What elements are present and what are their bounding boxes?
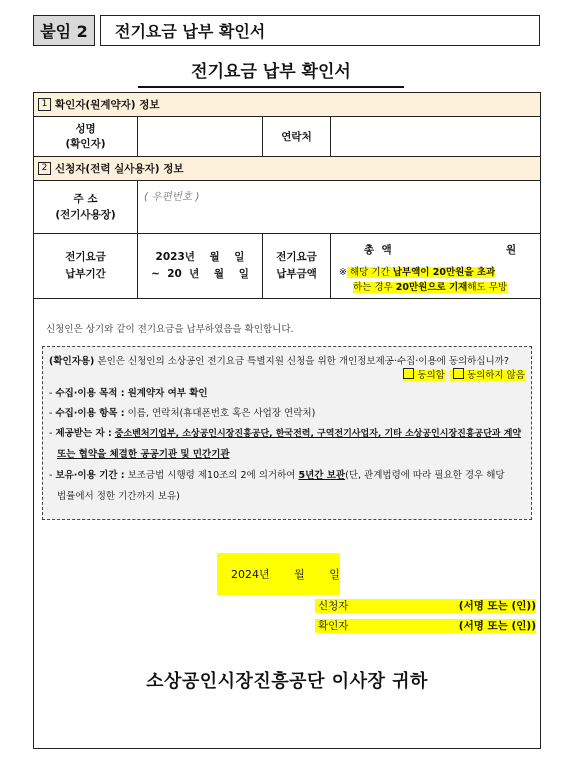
retention-value-a: 보조금법 시행령 제10조의 2에 의거하여 xyxy=(127,470,299,481)
consent-item-recipients: - 제공받는 자 : 중소벤처기업부, 소상공인시장진흥공단, 한국전력, 구역전기사업자, 기타 소상공인시장진흥공단과 계약 또는 협약을 체결한 공공기관 및 민간기관 xyxy=(49,427,527,462)
recipients-value: 중소벤처기업부, 소상공인시장진흥공단, 한국전력, 구역전기사업자, 기타 소상공인시장진흥공단과 계약 xyxy=(114,429,522,439)
document-title xyxy=(138,60,404,88)
recipients-label: 제공받는 자 : xyxy=(55,428,112,439)
contact-field[interactable] xyxy=(330,117,540,157)
period-label-2: 납부기간 xyxy=(65,268,106,280)
period-label-1: 전기요금 xyxy=(65,251,106,263)
applicant-label: 신청자 xyxy=(318,600,349,612)
header-title: 전기요금 납부 확인서 xyxy=(115,22,266,41)
note-part5: 해도 무방 xyxy=(467,282,508,293)
total-label: 총 액 xyxy=(364,244,392,256)
addressee xyxy=(34,667,540,693)
agree-label: 동의함 xyxy=(417,370,445,381)
period-start: 2023년 월 일 xyxy=(155,251,245,263)
confirmer-sign-note: (서명 또는 (인)) xyxy=(458,620,536,632)
section2-label: 신청자(전력 실사용자) 정보 xyxy=(55,163,184,175)
document-title-text: 전기요금 납부 확인서 xyxy=(191,62,351,82)
section1-label: 확인자(원계약자) 정보 xyxy=(55,99,160,111)
retention-label: 보유·이용 기간 : xyxy=(55,470,125,481)
consent-item-retention: - 보유·이용 기간 : 보조금법 시행령 제10조의 2에 의거하여 5년간 보관(단, 관계법령에 따라 필요한 경우 해당 법률에서 정한 기간까지 보유) xyxy=(49,469,527,504)
contact-label: 연락처 xyxy=(281,131,312,143)
amount-note xyxy=(339,265,539,295)
retention-value-b: 5년간 보관 xyxy=(298,470,346,481)
fields-label: 수집·이용 항목 : xyxy=(55,408,125,419)
address-label-2: (전기사용장) xyxy=(55,209,116,221)
fields-value: 이름, 연락처(휴대폰번호 혹은 사업장 연락처) xyxy=(127,408,316,419)
name-label-2: (확인자) xyxy=(65,137,106,150)
note-part4: 20만원으로 기재 xyxy=(395,282,468,293)
header-tag xyxy=(33,15,95,46)
confirm-statement xyxy=(46,321,294,335)
name-label-cell xyxy=(34,117,137,157)
note-part3: 하는 경우 xyxy=(353,282,396,293)
amount-label-2: 납부금액 xyxy=(276,268,317,280)
amount-field[interactable] xyxy=(330,234,540,299)
confirm-text: 신청인은 상기와 같이 전기요금을 납부하였음을 확인합니다. xyxy=(46,324,294,335)
confirmer-label: 확인자 xyxy=(318,620,349,632)
section2-number: 2 xyxy=(38,162,51,175)
consent-question-text: 본인은 신청인의 소상공인 전기요금 특별지원 신청을 위한 개인정보제공·수집·이용에 동의하십니까? xyxy=(94,356,509,367)
section1-header xyxy=(34,93,540,117)
header-tag-text: 붙임 2 xyxy=(40,22,88,41)
address-label-cell xyxy=(34,181,137,234)
section2-header xyxy=(34,157,540,181)
purpose-value: 원계약자 여부 확인 xyxy=(127,388,208,399)
consent-item-fields: - 수집·이용 항목 : 이름, 연락처(휴대폰번호 혹은 사업장 연락처) xyxy=(49,408,316,419)
retention-value-2: 법률에서 정한 기간까지 보유) xyxy=(57,491,180,502)
period-field[interactable] xyxy=(137,234,262,299)
form-frame xyxy=(33,92,541,749)
note-part2: 납부액이 20만원을 초과 xyxy=(392,267,496,278)
consent-lead: (확인자용) xyxy=(49,356,95,367)
agree-option[interactable] xyxy=(403,370,445,381)
contact-label-cell xyxy=(262,117,330,157)
addressee-text: 소상공인시장진흥공단 이사장 귀하 xyxy=(146,671,428,692)
date-text: 2024년 월 일 xyxy=(231,568,340,581)
postal-code-placeholder: ( 우편번호 ) xyxy=(144,191,200,203)
confirmer-signature-line[interactable] xyxy=(315,619,536,633)
period-label-cell xyxy=(34,234,137,299)
period-end: ~ 20 년 월 일 xyxy=(151,268,249,280)
note-part1: 해당 기간 xyxy=(346,267,393,278)
consent-options xyxy=(49,368,527,382)
applicant-signature-line[interactable] xyxy=(315,599,536,613)
disagree-option[interactable] xyxy=(450,370,525,381)
consent-box xyxy=(42,346,532,520)
address-label-1: 주 소 xyxy=(73,193,98,205)
note-mark: ※ xyxy=(339,267,347,278)
recipients-value-2: 또는 협약을 체결한 공공기관 및 민간기관 xyxy=(57,449,230,460)
name-field[interactable] xyxy=(137,117,262,157)
applicant-sign-note: (서명 또는 (인)) xyxy=(458,600,536,612)
won-label: 원 xyxy=(506,244,517,256)
agree-checkbox[interactable] xyxy=(403,368,414,379)
consent-item-purpose: - 수집·이용 목적 : 원계약자 여부 확인 xyxy=(49,388,208,399)
amount-label-1: 전기요금 xyxy=(276,251,317,263)
consent-question xyxy=(49,354,527,369)
disagree-label: 동의하지 않음 xyxy=(466,370,525,381)
section1-number: 1 xyxy=(38,98,51,111)
address-field[interactable] xyxy=(137,181,540,234)
name-label-1: 성명 xyxy=(75,122,96,135)
purpose-label: 수집·이용 목적 : xyxy=(55,388,125,399)
header-title-box xyxy=(100,15,540,46)
date-line[interactable] xyxy=(217,553,340,595)
disagree-checkbox[interactable] xyxy=(453,368,464,379)
amount-label-cell xyxy=(262,234,330,299)
retention-value-c: (단, 관계법령에 따라 필요한 경우 해당 xyxy=(345,470,505,481)
